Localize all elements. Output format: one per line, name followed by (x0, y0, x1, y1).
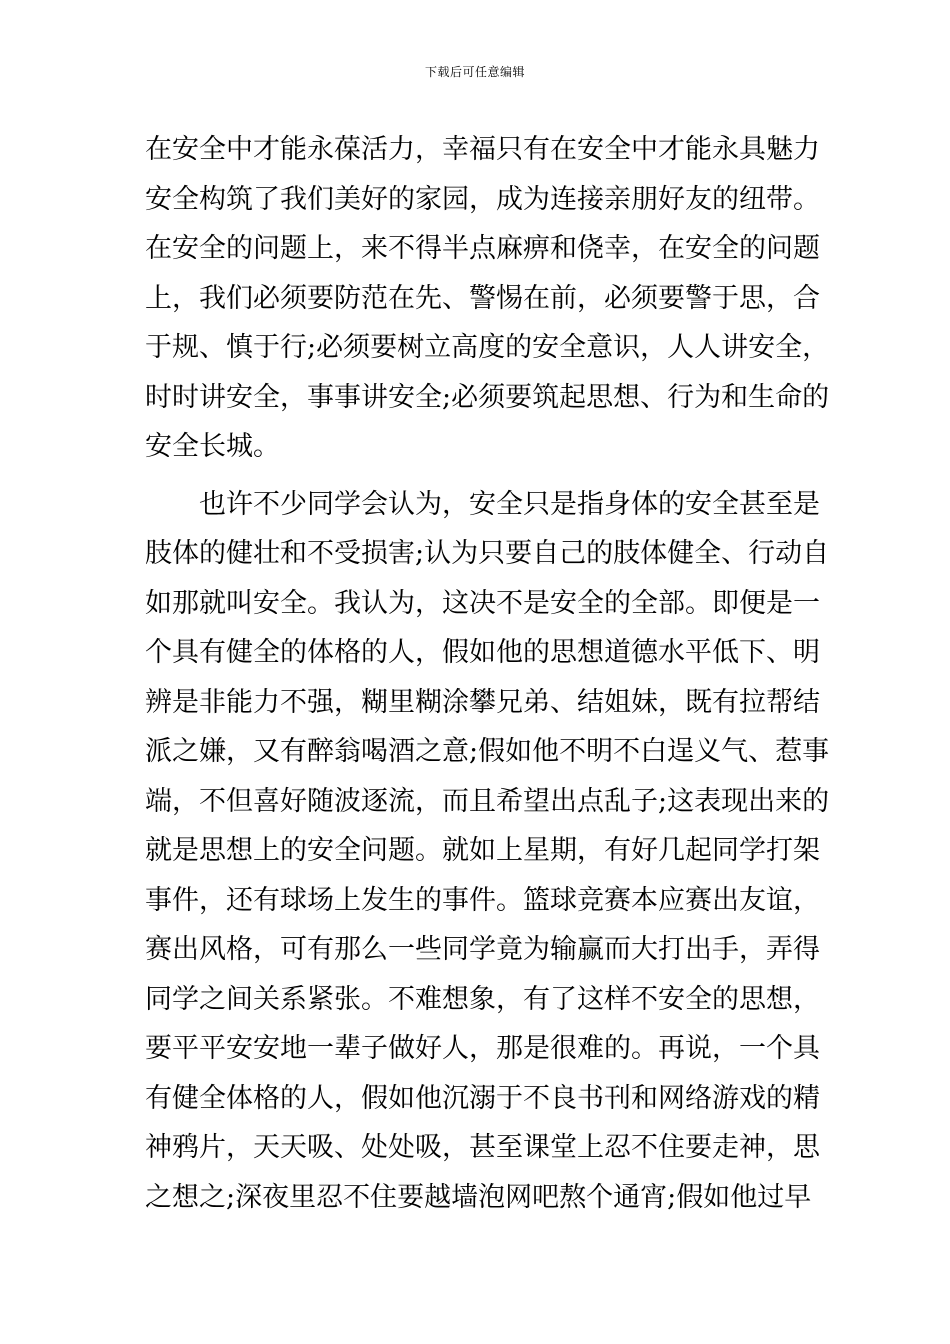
text-line: 也许不少同学会认为，安全只是指身体的安全甚至是 (199, 488, 820, 520)
text-line: 辨是非能力不强，糊里糊涂攀兄弟、结姐妹，既有拉帮结 (145, 686, 820, 718)
text-line: 派之嫌，又有醉翁喝酒之意;假如他不明不白逞义气、惹事 (145, 736, 830, 767)
text-line: 于规、慎于行;必须要树立高度的安全意识，人人讲安全， (145, 332, 830, 363)
paragraph-2 (145, 480, 830, 1223)
text-line: 事件，还有球场上发生的事件。篮球竞赛本应赛出友谊， (145, 884, 820, 916)
text-line: 在安全的问题上，来不得半点麻痹和侥幸，在安全的问题 (145, 233, 820, 264)
text-line: 在安全中才能永葆活力，幸福只有在安全中才能永具魅力 (145, 134, 820, 165)
text-line: 就是思想上的安全问题。就如上星期，有好几起同学打架 (145, 835, 820, 866)
page-header: 下载后可任意编辑 (424, 65, 525, 79)
paragraph-1 (145, 125, 830, 472)
text-line: 端，不但喜好随波逐流，而且希望出点乱子;这表现出来的 (145, 785, 830, 817)
text-line: 有健全体格的人，假如他沉溺于不良书刊和网络游戏的精 (145, 1082, 820, 1114)
text-line: 上，我们必须要防范在先、警惕在前，必须要警于思，合 (145, 282, 820, 314)
text-line: 之想之;深夜里忍不住要越墙泡网吧熬个通宵;假如他过早 (145, 1181, 812, 1213)
text-line: 同学之间关系紧张。不难想象，有了这样不安全的思想， (145, 983, 820, 1015)
document-body (145, 125, 830, 1222)
text-line: 个具有健全的体格的人，假如他的思想道德水平低下、明 (145, 637, 820, 668)
text-line: 肢体的健壮和不受损害;认为只要自己的肢体健全、行动自 (145, 538, 830, 569)
text-line: 赛出风格，可有那么一些同学竟为输赢而大打出手，弄得 (145, 934, 820, 965)
text-line: 时时讲安全，事事讲安全;必须要筑起思想、行为和生命的 (145, 381, 830, 413)
text-line: 如那就叫安全。我认为，这决不是安全的全部。即便是一 (145, 587, 820, 619)
paragraph-gap (145, 472, 810, 480)
text-line: 神鸦片，天天吸、处处吸，甚至课堂上忍不住要走神，思 (145, 1132, 820, 1163)
text-line: 安全长城。 (145, 431, 280, 462)
text-line: 要平平安安地一辈子做好人，那是很难的。再说，一个具 (145, 1033, 820, 1064)
text-line: 安全构筑了我们美好的家园，成为连接亲朋好友的纽带。 (145, 183, 820, 215)
